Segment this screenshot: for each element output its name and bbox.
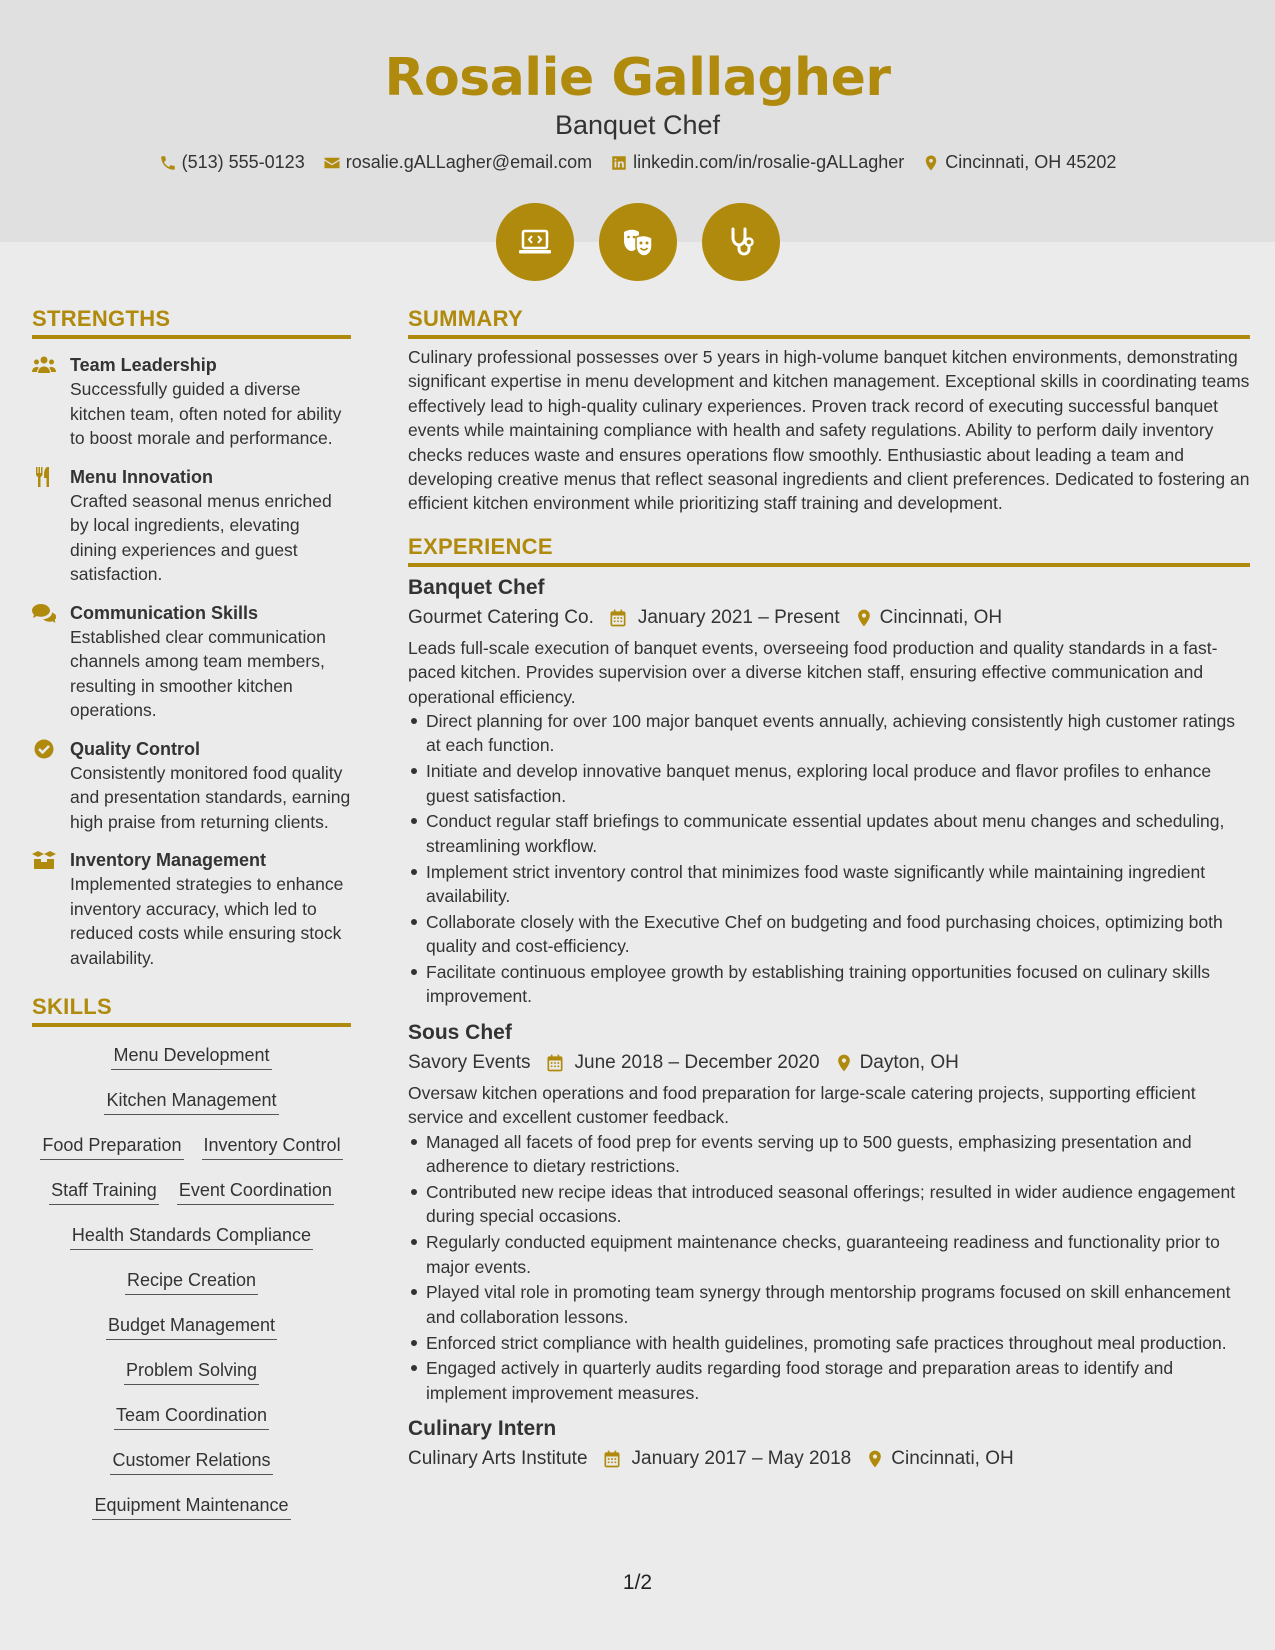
skill-tag: Recipe Creation — [125, 1270, 258, 1295]
page-number: 1/2 — [622, 1571, 653, 1594]
strength-item — [32, 601, 351, 723]
contact-location — [922, 152, 1116, 173]
map-pin-icon — [854, 608, 874, 628]
job-location: Dayton, OH — [859, 1051, 959, 1073]
job-location: Cincinnati, OH — [891, 1448, 1014, 1470]
theater-masks-badge — [599, 203, 677, 281]
skill-row — [32, 1215, 351, 1260]
job-location: Cincinnati, OH — [879, 606, 1003, 628]
skill-tag: Equipment Maintenance — [92, 1495, 290, 1520]
strength-title: Quality Control — [70, 738, 200, 759]
skill-tag: Customer Relations — [110, 1450, 272, 1475]
job-company: Gourmet Catering Co. — [408, 606, 594, 628]
strength-item — [32, 848, 351, 970]
job-title: Sous Chef — [408, 1020, 512, 1044]
check-circle-icon — [32, 737, 70, 835]
stethoscope-badge — [702, 203, 780, 281]
skill-row — [32, 1485, 351, 1530]
utensils-icon — [32, 465, 70, 587]
left-column — [32, 306, 351, 1530]
strength-description: Successfully guided a diverse kitchen team, often noted for ability to boost morale and performance. — [70, 379, 342, 448]
map-pin-icon — [865, 1449, 885, 1469]
job-meta — [408, 1052, 1250, 1074]
skill-row — [32, 1080, 351, 1125]
job-dates: January 2017 – May 2018 — [631, 1448, 852, 1470]
strength-description: Consistently monitored food quality and presentation standards, earning high praise from returning clients. — [70, 762, 351, 832]
strength-item — [32, 353, 351, 451]
job-bullet: Initiate and develop innovative banquet menus, exploring local produce and flavor profiles to enhance guest satisfaction. — [408, 759, 1250, 808]
contact-email[interactable] — [323, 152, 592, 173]
skill-tag: Budget Management — [106, 1315, 277, 1340]
laptop-code-badge — [496, 203, 574, 281]
job-dates: January 2021 – Present — [637, 606, 840, 628]
skill-row — [32, 1305, 351, 1350]
job-description: Leads full-scale execution of banquet events, overseeing food production and quality standards in a fast-paced kitchen. Provides supervision over a diverse kitchen staff, ensuring effective communication and operational efficiency. — [408, 637, 1218, 707]
job-bullet: Direct planning for over 100 major banquet events annually, achieving consistently high customer ratings at each function. — [408, 709, 1250, 758]
users-icon — [32, 353, 70, 451]
strength-title: Menu Innovation — [70, 466, 213, 487]
job-meta — [408, 607, 1250, 629]
job-bullet: Implement strict inventory control that minimizes food waste significantly while maintaining ingredient availability. — [408, 860, 1250, 909]
skill-row — [32, 1035, 351, 1080]
skill-row — [32, 1395, 351, 1440]
linkedin-text: linkedin.com/in/rosalie-gALLagher — [633, 152, 905, 172]
skill-tag: Event Coordination — [177, 1180, 334, 1205]
strength-description: Crafted seasonal menus enriched by local ingredients, elevating dining experiences and guest satisfaction. — [70, 490, 332, 584]
job-bullet: Facilitate continuous employee growth by establishing training opportunities focused on culinary skills improvement. — [408, 960, 1250, 1009]
strength-title: Communication Skills — [70, 602, 259, 623]
map-pin-icon — [834, 1053, 854, 1073]
skill-tag: Staff Training — [49, 1180, 159, 1205]
job-bullet: Contributed new recipe ideas that introduced seasonal offerings; resulted in wider audience engagement during special occasions. — [408, 1180, 1250, 1229]
strengths-list — [32, 353, 351, 970]
job-bullet: Conduct regular staff briefings to communicate essential updates about menu changes and scheduling, streamlining workflow. — [408, 809, 1250, 858]
map-pin-icon — [922, 154, 940, 172]
job-bullet: Engaged actively in quarterly audits regarding food storage and preparation areas to identify and implement improvement measures. — [408, 1356, 1250, 1405]
summary-text: Culinary professional possesses over 5 years in high-volume banquet kitchen environments, demonstrating significant expertise in menu development and kitchen management. Exceptional skills in coordinating teams effectively lead to high-quality culinary experiences. Proven track record of executing successful banquet events while maintaining compliance with health and safety regulations. Ability to perform daily inventory checks reduces waste and ensures operations flow smoothly. Enthusiastic about leading a team and developing creative menus that reflect seasonal ingredients and client preferences. Dedicated to fostering an efficient kitchen environment while prioritizing staff training and development. — [408, 347, 1250, 514]
theater-masks-icon — [618, 222, 658, 262]
calendar-icon — [545, 1053, 565, 1073]
skill-tag: Problem Solving — [124, 1360, 259, 1385]
contact-bar — [0, 152, 1275, 173]
phone-text: (513) 555-0123 — [181, 152, 305, 172]
stethoscope-icon — [721, 222, 761, 262]
strength-title: Team Leadership — [70, 355, 217, 375]
skill-row — [32, 1260, 351, 1305]
job-bullet: Collaborate closely with the Executive Chef on budgeting and food purchasing choices, optimizing both quality and cost-efficiency. — [408, 910, 1250, 959]
skill-tag: Team Coordination — [114, 1405, 269, 1430]
job-bullet: Managed all facets of food prep for events serving up to 500 guests, emphasizing presentation and adherence to dietary restrictions. — [408, 1130, 1250, 1179]
contact-phone[interactable] — [159, 152, 305, 173]
strength-description: Implemented strategies to enhance inventory accuracy, which led to reduced costs while ensuring stock availability. — [70, 874, 344, 968]
skill-row — [32, 1350, 351, 1395]
right-column — [408, 306, 1250, 1470]
calendar-icon — [608, 608, 628, 628]
job-bullet: Enforced strict compliance with health guidelines, promoting safe practices throughout meal production. — [408, 1331, 1250, 1355]
skills-list — [32, 1035, 351, 1530]
skill-tag: Food Preparation — [40, 1135, 183, 1160]
job-bullet: Played vital role in promoting team synergy through mentorship programs focused on skill enhancement and collaboration lessons. — [408, 1280, 1250, 1329]
email-text: rosalie.gALLagher@email.com — [345, 152, 593, 172]
linkedin-icon — [610, 154, 628, 172]
job-bullet: Regularly conducted equipment maintenance checks, guaranteeing readiness and functionality prior to major events. — [408, 1230, 1250, 1279]
skill-tag: Menu Development — [111, 1045, 271, 1070]
envelope-icon — [323, 154, 341, 172]
job-meta — [408, 1448, 1250, 1470]
skill-tag: Inventory Control — [202, 1135, 343, 1160]
job-title: Banquet Chef — [408, 575, 545, 599]
strength-item — [32, 465, 351, 587]
strength-item — [32, 737, 351, 835]
calendar-icon — [602, 1449, 622, 1469]
experience-list — [408, 576, 1250, 1470]
job-company: Culinary Arts Institute — [408, 1448, 588, 1470]
skill-tag: Kitchen Management — [104, 1090, 278, 1115]
location-text: Cincinnati, OH 45202 — [945, 152, 1117, 172]
strength-title: Inventory Management — [70, 850, 267, 870]
job-dates: June 2018 – December 2020 — [574, 1051, 820, 1073]
candidate-title: Banquet Chef — [554, 110, 721, 140]
summary-heading: SUMMARY — [408, 306, 1250, 339]
box-open-icon — [32, 848, 70, 970]
job-bullets — [408, 709, 1250, 1009]
job-entry — [408, 1417, 1250, 1470]
comments-icon — [32, 601, 70, 723]
strength-description: Established clear communication channels among team members, resulting in smoother kitchen operations. — [70, 626, 326, 720]
phone-icon — [159, 154, 177, 172]
job-bullets — [408, 1130, 1250, 1405]
skill-row — [32, 1440, 351, 1485]
job-entry — [408, 1021, 1250, 1405]
experience-heading: EXPERIENCE — [408, 534, 1250, 567]
job-company: Savory Events — [408, 1051, 531, 1073]
job-entry — [408, 576, 1250, 1009]
skill-row — [32, 1170, 351, 1215]
interest-icons — [0, 203, 1275, 281]
job-title: Culinary Intern — [408, 1417, 557, 1441]
skill-row — [32, 1125, 351, 1170]
candidate-name: Rosalie Gallagher — [384, 48, 891, 108]
job-description: Oversaw kitchen operations and food preparation for large-scale catering projects, supporting efficient service and excellent customer feedback. — [408, 1082, 1196, 1128]
contact-linkedin[interactable] — [610, 152, 904, 173]
laptop-code-icon — [515, 222, 555, 262]
skills-heading: SKILLS — [32, 994, 351, 1027]
strengths-heading: STRENGTHS — [32, 306, 351, 339]
skill-tag: Health Standards Compliance — [70, 1225, 313, 1250]
